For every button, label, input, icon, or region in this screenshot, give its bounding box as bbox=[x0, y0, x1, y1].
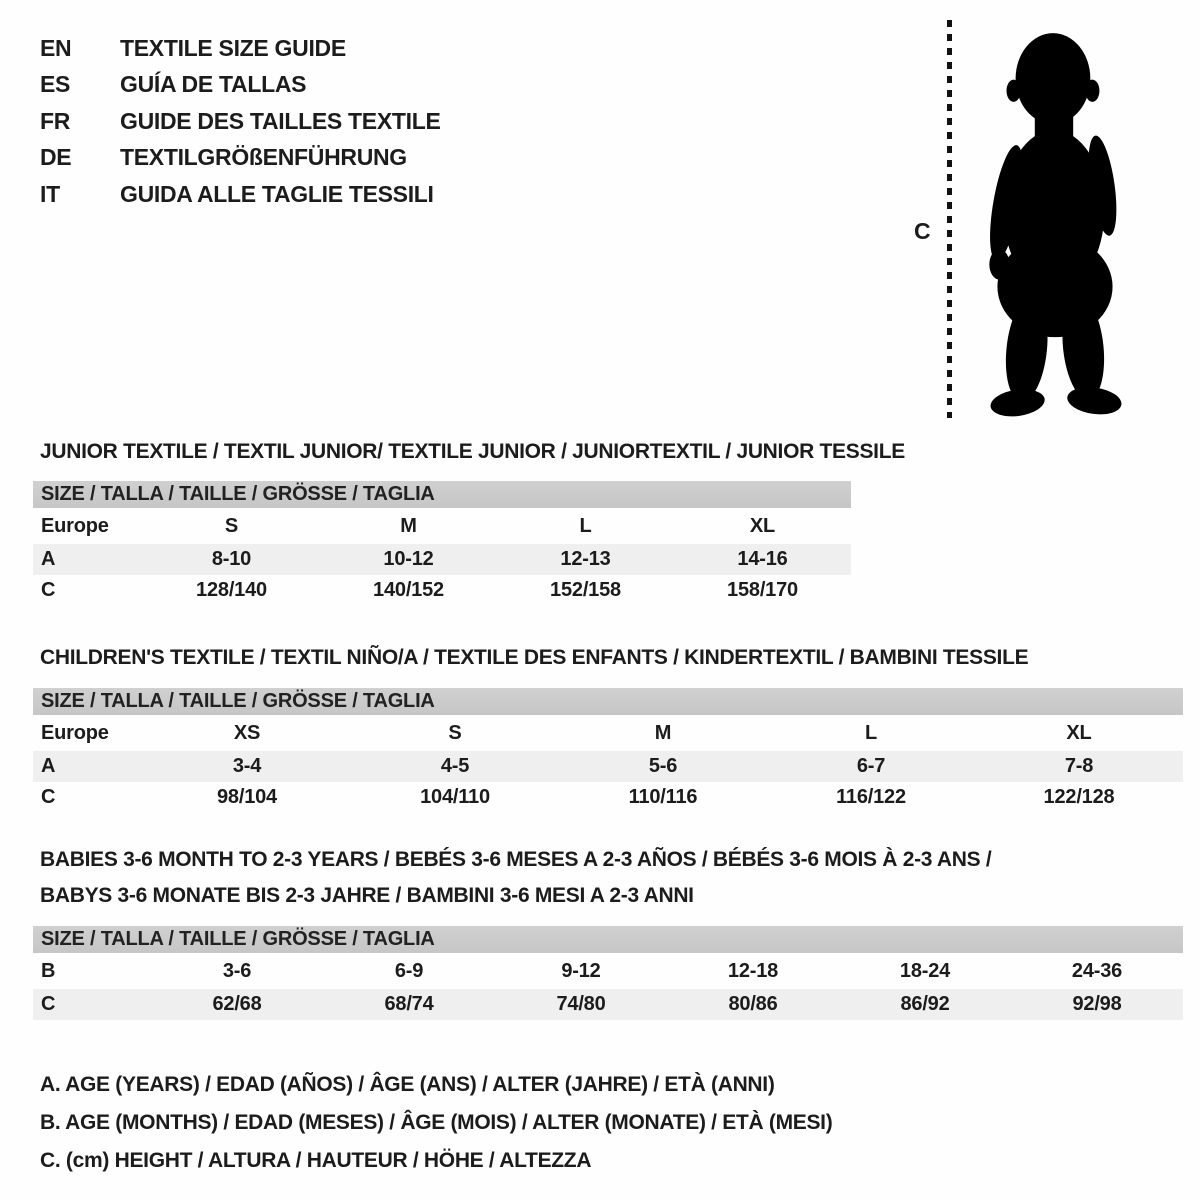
age-months-value: 9-12 bbox=[561, 959, 601, 982]
lang-code: FR bbox=[40, 107, 71, 134]
language-list bbox=[40, 30, 441, 213]
row-label: A bbox=[41, 755, 56, 777]
lang-label: GUIDE DES TAILLES TEXTILE bbox=[120, 107, 441, 134]
toddler-silhouette-icon bbox=[968, 16, 1144, 420]
lang-label: GUIDA ALLE TAGLIE TESSILI bbox=[120, 180, 434, 207]
size-header-bar: SIZE / TALLA / TAILLE / GRÖSSE / TAGLIA bbox=[33, 481, 851, 508]
table-header-row bbox=[33, 481, 851, 508]
height-value: 140/152 bbox=[373, 579, 444, 601]
height-value: 92/98 bbox=[1072, 993, 1122, 1015]
table-row bbox=[33, 508, 851, 544]
table-header-row bbox=[33, 688, 1183, 715]
height-value: 80/86 bbox=[728, 993, 778, 1015]
age-months-value: 3-6 bbox=[222, 959, 252, 982]
row-label: A bbox=[41, 548, 56, 570]
age-months-value: 6-9 bbox=[394, 959, 424, 982]
age-value: 10-12 bbox=[383, 548, 434, 570]
table-header-row bbox=[33, 926, 1183, 953]
size-value: XL bbox=[1066, 721, 1092, 744]
measure-c-label: C bbox=[914, 218, 931, 244]
lang-code: EN bbox=[40, 34, 72, 61]
size-value: L bbox=[864, 721, 878, 744]
height-value: 86/92 bbox=[900, 993, 950, 1015]
lang-row-es bbox=[40, 67, 441, 104]
table-row bbox=[33, 782, 1183, 813]
age-value: 5-6 bbox=[648, 755, 678, 777]
size-value: S bbox=[224, 514, 239, 537]
lang-row-en bbox=[40, 30, 441, 67]
height-value: 110/116 bbox=[628, 786, 698, 808]
lang-label: TEXTILGRÖßENFÜHRUNG bbox=[120, 144, 407, 171]
size-value: M bbox=[400, 514, 417, 537]
height-value: 68/74 bbox=[384, 993, 434, 1015]
age-value: 6-7 bbox=[856, 755, 886, 777]
lang-code: ES bbox=[40, 71, 71, 98]
babies-section-title bbox=[40, 842, 1000, 914]
size-value: S bbox=[448, 721, 462, 744]
junior-size-table bbox=[33, 481, 851, 606]
table-row bbox=[33, 953, 1183, 989]
legend-height-cm: C. (cm) HEIGHT / ALTURA / HAUTEUR / HÖHE / ALTEZZA bbox=[40, 1149, 592, 1172]
age-value: 14-16 bbox=[737, 548, 788, 570]
row-label: C bbox=[41, 579, 56, 601]
row-label: C bbox=[41, 786, 56, 808]
size-value: XL bbox=[749, 514, 776, 537]
table-row bbox=[33, 544, 851, 575]
lang-row-de bbox=[40, 140, 441, 177]
babies-title-line-2: BABYS 3-6 MONATE BIS 2-3 JAHRE / BAMBINI 3-6 MESI A 2-3 ANNI bbox=[40, 884, 694, 907]
height-value: 128/140 bbox=[196, 579, 267, 601]
age-months-value: 18-24 bbox=[899, 959, 951, 982]
age-months-value: 24-36 bbox=[1071, 959, 1123, 982]
lang-row-it bbox=[40, 176, 441, 213]
lang-row-fr bbox=[40, 103, 441, 140]
height-value: 62/68 bbox=[212, 993, 262, 1015]
table-row bbox=[33, 715, 1183, 751]
age-value: 12-13 bbox=[560, 548, 611, 570]
row-label: Europe bbox=[41, 514, 109, 537]
row-label: B bbox=[41, 959, 56, 982]
table-row bbox=[33, 989, 1183, 1020]
lang-label: TEXTILE SIZE GUIDE bbox=[120, 34, 346, 61]
junior-section-title: JUNIOR TEXTILE / TEXTIL JUNIOR/ TEXTILE JUNIOR / JUNIORTEXTIL / JUNIOR TESSILE bbox=[40, 440, 905, 463]
height-value: 98/104 bbox=[217, 786, 277, 808]
measurement-legend bbox=[40, 1066, 832, 1180]
babies-size-table bbox=[33, 926, 1183, 1020]
height-value: 116/122 bbox=[836, 786, 906, 808]
size-value: M bbox=[654, 721, 672, 744]
height-value: 158/170 bbox=[727, 579, 798, 601]
legend-age-years: A. AGE (YEARS) / EDAD (AÑOS) / ÂGE (ANS) / ALTER (JAHRE) / ETÀ (ANNI) bbox=[40, 1073, 775, 1096]
lang-code: IT bbox=[40, 180, 60, 207]
lang-code: DE bbox=[40, 144, 72, 171]
size-header-bar: SIZE / TALLA / TAILLE / GRÖSSE / TAGLIA bbox=[33, 688, 1183, 715]
age-value: 3-4 bbox=[232, 755, 262, 777]
children-section-title: CHILDREN'S TEXTILE / TEXTIL NIÑO/A / TEXTILE DES ENFANTS / KINDERTEXTIL / BAMBINI TESSILE bbox=[40, 646, 1029, 669]
size-header-bar: SIZE / TALLA / TAILLE / GRÖSSE / TAGLIA bbox=[33, 926, 1183, 953]
children-size-table bbox=[33, 688, 1183, 813]
lang-label: GUÍA DE TALLAS bbox=[120, 71, 307, 98]
height-measure-figure bbox=[900, 0, 1200, 430]
row-label: C bbox=[41, 993, 56, 1015]
dashed-measure-line bbox=[947, 20, 952, 418]
height-value: 122/128 bbox=[1043, 786, 1115, 808]
row-label: Europe bbox=[41, 721, 109, 744]
table-row bbox=[33, 751, 1183, 782]
height-value: 152/158 bbox=[550, 579, 621, 601]
table-row bbox=[33, 575, 851, 606]
size-value: L bbox=[579, 514, 592, 537]
age-value: 7-8 bbox=[1064, 755, 1094, 777]
height-value: 74/80 bbox=[556, 993, 606, 1015]
size-value: XS bbox=[233, 721, 261, 744]
age-months-value: 12-18 bbox=[727, 959, 779, 982]
age-value: 8-10 bbox=[211, 548, 252, 570]
age-value: 4-5 bbox=[440, 755, 470, 777]
legend-age-months: B. AGE (MONTHS) / EDAD (MESES) / ÂGE (MOIS) / ALTER (MONATE) / ETÀ (MESI) bbox=[40, 1111, 833, 1134]
height-value: 104/110 bbox=[420, 786, 490, 808]
babies-title-line-1: BABIES 3-6 MONTH TO 2-3 YEARS / BEBÉS 3-6 MESES A 2-3 AÑOS / BÉBÉS 3-6 MOIS À 2-3 ANS / bbox=[40, 848, 992, 871]
